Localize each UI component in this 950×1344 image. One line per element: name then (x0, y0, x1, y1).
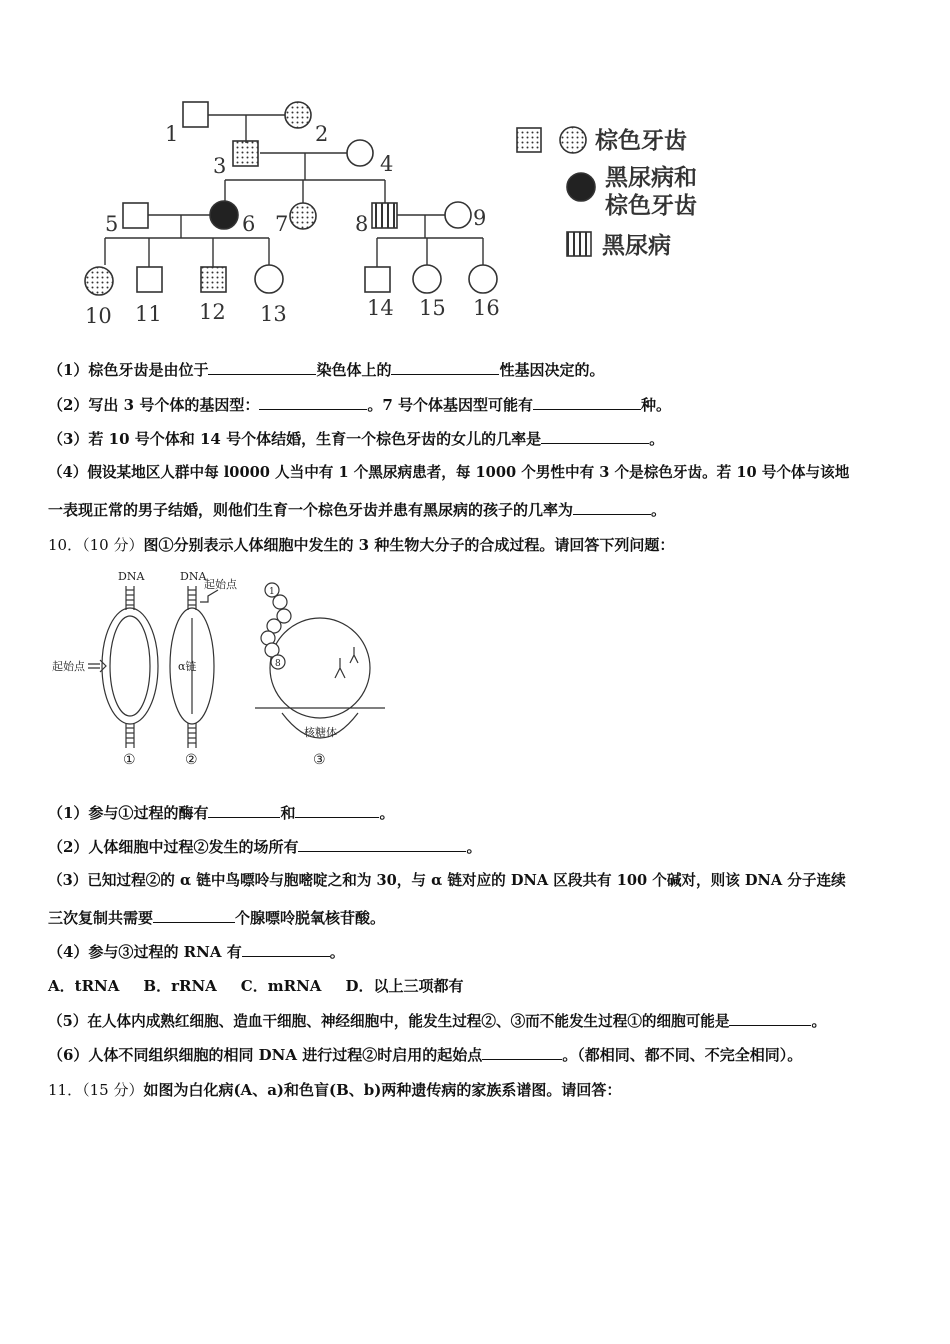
fig-alpha-chain: α链 (178, 660, 197, 673)
individual-16 (469, 265, 497, 293)
label-3: 3 (213, 154, 227, 178)
label-2: 2 (315, 122, 329, 146)
q10-stem (48, 535, 674, 555)
q10-part3-blank[interactable] (153, 908, 235, 923)
label-8: 8 (355, 212, 369, 236)
fig-marker-2: ② (185, 752, 198, 768)
q10-option-c[interactable]: C．mRNA (240, 977, 322, 995)
individual-15 (413, 265, 441, 293)
fig-bead-1: 1 (269, 587, 275, 597)
q11-score: （15 分） (82, 1081, 144, 1099)
q9-part1-blank1[interactable] (208, 360, 316, 375)
individual-4 (347, 140, 373, 166)
q11-number: 11． (48, 1081, 83, 1099)
label-14: 14 (367, 296, 394, 320)
label-12: 12 (199, 300, 226, 324)
q10-part3-line2: 三次复制共需要 个腺嘌呤脱氧核苷酸。 (48, 909, 386, 927)
q10-part5: （5）在人体内成熟红细胞、造血干细胞、神经细胞中，能发生过程②、③而不能发生过程①的细胞可能是 。 (48, 1013, 827, 1030)
legend-both-label-line2: 棕色牙齿 (605, 192, 697, 219)
q9-part2-blank1[interactable] (259, 395, 367, 410)
q11-stem-text: 如图为白化病(A、a)和色盲(B、b)两种遗传病的家族系谱图。请回答： (143, 1081, 622, 1099)
q9-part4-line2: 一表现正常的男子结婚，则他们生育一个棕色牙齿并患有黑尿病的孩子的几率为 。 (48, 501, 667, 519)
q9-part4-line1: （4）假设某地区人群中每 l0000 人当中有 1 个黑尿病患者，每 1000 个男性中有 3 个是棕色牙齿。若 10 号个体与该地 (48, 464, 850, 481)
q10-options (48, 976, 487, 996)
individual-5 (123, 203, 148, 228)
q10-part4-blank[interactable] (242, 942, 330, 957)
legend-brown-teeth-label: 棕色牙齿 (595, 127, 687, 154)
q10-part1: （1）参与①过程的酶有 和 。 (48, 804, 395, 822)
label-15: 15 (419, 296, 446, 320)
fig-origin-left: 起始点 (52, 660, 85, 673)
label-4: 4 (380, 152, 394, 176)
label-6: 6 (242, 212, 256, 236)
fig-origin-top: 起始点 (204, 578, 237, 591)
individual-14 (365, 267, 390, 292)
label-13: 13 (260, 302, 287, 326)
q10-part6-blank[interactable] (482, 1045, 562, 1060)
q10-part2-blank[interactable] (298, 837, 466, 852)
label-7: 7 (275, 212, 289, 236)
q10-part1-blank2[interactable] (295, 803, 379, 818)
legend-male-brown-teeth (517, 128, 541, 152)
legend-both-label-line1: 黑尿病和 (605, 164, 697, 191)
individual-2 (285, 102, 311, 128)
individual-12 (201, 267, 226, 292)
q10-figure (50, 568, 390, 768)
individual-10 (85, 267, 113, 295)
label-9: 9 (473, 206, 487, 230)
q10-option-b[interactable]: B．rRNA (143, 977, 217, 995)
q10-score: （10 分） (82, 536, 144, 554)
legend-alkaptonuria-symbol (567, 232, 591, 256)
individual-13 (255, 265, 283, 293)
individual-6 (210, 201, 238, 229)
q9-part4-blank[interactable] (573, 500, 651, 515)
label-1: 1 (165, 122, 179, 146)
pedigree-chart (75, 85, 735, 330)
q9-part2-blank2[interactable] (533, 395, 641, 410)
q11-stem (48, 1080, 621, 1100)
q9-part3: （3）若 10 号个体和 14 号个体结婚，生育一个棕色牙齿的女儿的几率是 。 (48, 430, 665, 448)
q10-part1-blank1[interactable] (208, 803, 280, 818)
q10-option-d[interactable]: D．以上三项都有 (345, 977, 464, 995)
legend-alkaptonuria-label: 黑尿病 (602, 232, 671, 259)
q10-option-a[interactable]: A．tRNA (48, 977, 120, 995)
q10-part4: （4）参与③过程的 RNA 有 。 (48, 943, 345, 961)
q10-stem-text: 图①分别表示人体细胞中发生的 3 种生物大分子的合成过程。请回答下列问题： (143, 536, 675, 554)
q10-part2: （2）人体细胞中过程②发生的场所有 。 (48, 838, 482, 856)
label-11: 11 (135, 302, 162, 326)
fig-marker-1: ① (123, 752, 136, 768)
q9-part3-blank[interactable] (541, 429, 649, 444)
individual-1 (183, 102, 208, 127)
q10-part3-line1: （3）已知过程②的 α 链中鸟嘌呤与胞嘧啶之和为 30，与 α 链对应的 DNA 区段共有 100 个碱对，则该 DNA 分子连续 (48, 872, 846, 889)
q10-number: 10． (48, 536, 83, 554)
q9-part2: （2）写出 3 号个体的基因型： 。7 号个体基因型可能有 种。 (48, 396, 672, 414)
fig-dna-label-1: DNA (118, 570, 145, 583)
individual-3 (233, 141, 258, 166)
legend-both-symbol (567, 173, 595, 201)
label-5: 5 (105, 212, 119, 236)
individual-7 (290, 203, 316, 229)
q10-part5-blank[interactable] (729, 1011, 811, 1026)
fig-marker-3: ③ (313, 752, 326, 768)
q10-part6: （6）人体不同组织细胞的相同 DNA 进行过程②时启用的起始点 。（都相同、都不同、不完全相同）。 (48, 1046, 803, 1064)
fig-ribosome: 核糖体 (304, 726, 337, 739)
individual-9 (445, 202, 471, 228)
fig-bead-8: 8 (275, 659, 281, 669)
q9-part1: （1）棕色牙齿是由位于 染色体上的 性基因决定的。 (48, 361, 605, 379)
individual-11 (137, 267, 162, 292)
fig-dna-label-2: DNA (180, 570, 207, 583)
q9-part1-blank2[interactable] (391, 360, 499, 375)
label-16: 16 (473, 296, 500, 320)
label-10: 10 (85, 304, 112, 328)
legend-female-brown-teeth (560, 127, 586, 153)
individual-8 (372, 203, 397, 228)
